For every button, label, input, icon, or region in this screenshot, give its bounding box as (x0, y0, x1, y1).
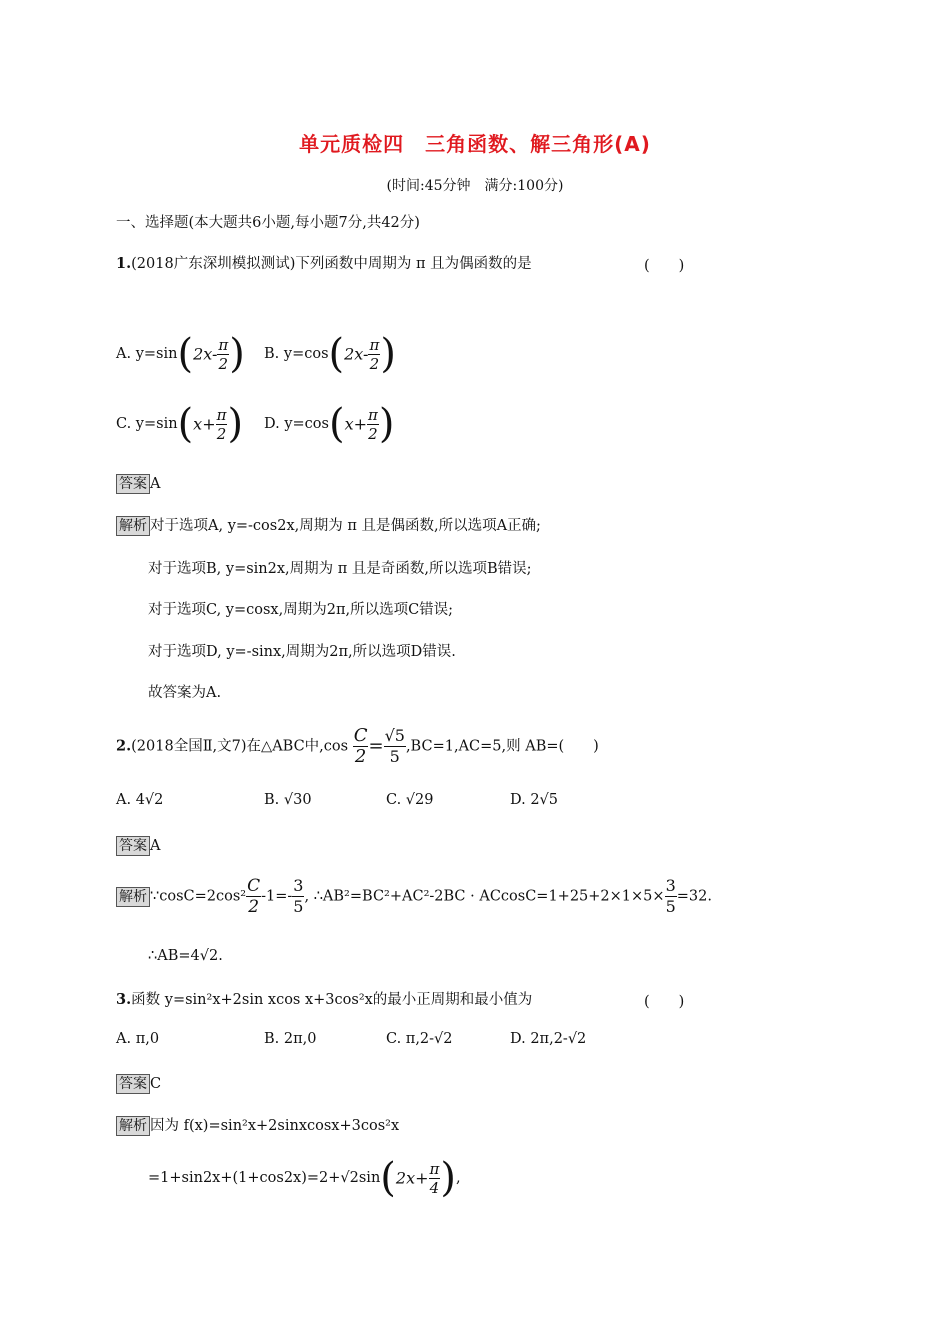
answer-tag: 答案 (116, 836, 150, 856)
frac-numerator: 3 (665, 876, 676, 895)
frac-denominator: 4 (429, 1178, 440, 1197)
option-expr: 2x- (193, 344, 218, 364)
frac-denominator: 2 (248, 897, 260, 917)
analysis-text: 因为 f(x)=sin²x+2sinxcosx+3cos²x (150, 1118, 400, 1134)
answer-tag: 答案 (116, 474, 150, 494)
question-stem: (2018全国Ⅱ,文7)在△ABC中,cos (131, 738, 349, 755)
option-B: B. √30 (264, 792, 312, 808)
frac-denominator: 2 (369, 354, 380, 373)
analysis-text: ∵cosC=2cos² (150, 888, 247, 905)
analysis-line: 对于选项B, y=sin2x,周期为 π 且是奇函数,所以选项B错误; (148, 561, 532, 577)
question-number: 1. (116, 255, 132, 272)
option-A: A. 4√2 (116, 792, 164, 808)
option-label: B. y=cos (264, 346, 329, 362)
question-number: 2. (116, 737, 132, 755)
frac-numerator: √5 (384, 726, 405, 745)
answer-blank: ( ) (644, 258, 685, 274)
question-1 (116, 254, 532, 274)
question-number: 3. (116, 991, 132, 1008)
frac-denominator: 5 (293, 897, 304, 916)
option-label: A. y=sin (116, 346, 178, 362)
option-A: A. π,0 (116, 1031, 160, 1047)
option-B: B. y=cos(2x- $\frac{\pi}{2}$ ) (264, 331, 396, 377)
analysis-tag: 解析 (116, 887, 150, 907)
page-title: 单元质检四 三角函数、解三角形(A) (299, 132, 651, 156)
answer-tag: 答案 (116, 1074, 150, 1094)
frac-numerator: π (216, 405, 227, 424)
frac-denominator: 2 (216, 424, 227, 443)
answer-line-2 (116, 836, 160, 856)
answer-blank: ( ) (644, 994, 685, 1010)
option-D: D. y=cos(x+ $\frac{\pi}{2}$ ) (264, 401, 395, 447)
question-source: (2018广东深圳模拟测试) (131, 256, 296, 272)
frac-numerator: π (429, 1159, 440, 1178)
analysis-2 (116, 876, 712, 917)
analysis-line: 对于选项C, y=cosx,周期为2π,所以选项C错误; (148, 602, 454, 618)
frac-numerator: 3 (293, 876, 304, 895)
page-subtitle: (时间:45分钟 满分:100分) (386, 178, 564, 194)
analysis-line: 对于选项D, y=-sinx,周期为2π,所以选项D错误. (148, 644, 456, 660)
option-expr: 2x- (344, 344, 369, 364)
answer-line-1 (116, 474, 160, 494)
answer-value: C (150, 1076, 162, 1092)
analysis-tag: 解析 (116, 1116, 150, 1136)
analysis-text: 对于选项A, y=-cos2x,周期为 π 且是偶函数,所以选项A正确; (150, 518, 541, 534)
answer-value: A (150, 838, 161, 854)
analysis-text: =1+sin2x+(1+cos2x)=2+√2sin (148, 1170, 381, 1186)
option-B: B. 2π,0 (264, 1031, 317, 1047)
question-2 (116, 726, 599, 767)
frac-denominator: 2 (218, 354, 229, 373)
option-D: D. 2π,2-√2 (510, 1031, 587, 1047)
option-expr: x+ (193, 414, 216, 434)
analysis-text: , (455, 1170, 461, 1186)
option-label: C. y=sin (116, 416, 178, 432)
frac-denominator: 5 (389, 747, 400, 766)
analysis-text: , ∴AB²=BC²+AC²-2BC · ACcosC=1+25+2×1×5× (304, 888, 665, 905)
option-C: C. y=sin(x+ $\frac{\pi}{2}$ ) (116, 401, 244, 447)
option-C: C. π,2-√2 (386, 1031, 453, 1047)
analysis-line: =1+sin2x+(1+cos2x)=2+√2sin(2x+ $\frac{\pi}{4}$ ), (148, 1155, 461, 1201)
frac-numerator: C (353, 725, 368, 746)
frac-denominator: 2 (354, 746, 367, 767)
frac-denominator: 5 (665, 897, 676, 916)
option-A: A. y=sin(2x- $\frac{\pi}{2}$ ) (116, 331, 245, 377)
analysis-text: -1=- (261, 888, 293, 905)
analysis-1 (116, 516, 541, 536)
question-3 (116, 990, 532, 1010)
frac-numerator: π (218, 335, 229, 354)
frac-denominator: 2 (368, 424, 378, 443)
answer-value: A (150, 476, 161, 492)
analysis-tag: 解析 (116, 516, 150, 536)
frac-numerator: C (247, 876, 261, 896)
analysis-3 (116, 1116, 399, 1136)
analysis-text: =32. (676, 888, 712, 905)
analysis-expr: 2x+ (395, 1168, 429, 1188)
option-D: D. 2√5 (510, 792, 559, 808)
option-C: C. √29 (386, 792, 434, 808)
option-label: D. y=cos (264, 416, 329, 432)
question-stem: 函数 y=sin²x+2sin xcos x+3cos²x的最小正周期和最小值为 (131, 992, 533, 1008)
analysis-line: ∴AB=4√2. (148, 948, 223, 964)
frac-numerator: π (368, 405, 378, 424)
equals-sign: = (368, 735, 384, 757)
question-stem: 下列函数中周期为 π 且为偶函数的是 (295, 256, 532, 272)
section-heading: 一、选择题(本大题共6小题,每小题7分,共42分) (116, 215, 420, 231)
analysis-line: 故答案为A. (148, 685, 222, 701)
question-stem-post: ,BC=1,AC=5,则 AB=( ) (405, 738, 599, 755)
option-expr: x+ (344, 414, 368, 434)
frac-numerator: π (369, 335, 380, 354)
answer-line-3 (116, 1074, 161, 1094)
